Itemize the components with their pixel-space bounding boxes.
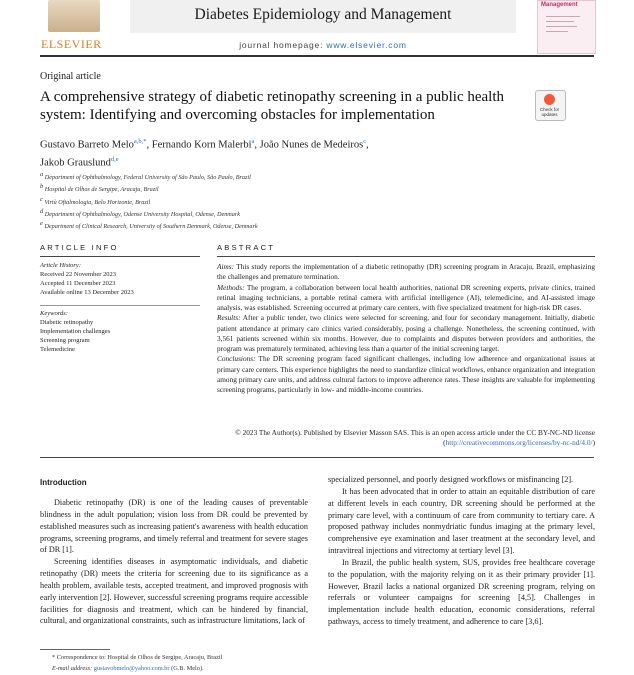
cover-title: Management	[541, 2, 578, 8]
history-accepted: Accepted 11 December 2023	[40, 280, 116, 287]
abstract-section-text: This study reports the implementation of a diabetic retinopathy (DR) screening program in Aracaju, Brazil, emphasizing the challenges and premature termination.	[217, 262, 595, 282]
affiliation-item	[40, 182, 258, 194]
email-suffix: (G.B. Melo).	[171, 665, 204, 672]
footnote-divider	[40, 649, 110, 650]
body-paragraph: Diabetic retinopathy (DR) is one of the leading causes of preventable blindness in the adult population; vision loss from DR could be prevented by established measures such as increasing patient's awareness with health education programs, screening programs, and timely referral and treatment for severe stages of DR [1].	[40, 498, 308, 555]
license-statement	[217, 428, 595, 449]
article-title: A comprehensive strategy of diabetic retinopathy screening in a public health system: Identifying and overcoming obstacles for implementation	[40, 89, 505, 123]
abstract-bottom-divider	[40, 457, 594, 458]
affiliation-item	[40, 207, 258, 219]
cover-text-line	[546, 31, 568, 32]
author-affiliation-sup[interactable]: c	[363, 138, 367, 145]
history-received: Received 22 November 2023	[40, 271, 116, 278]
email-link[interactable]: gustavobmelo@yahoo.com.br	[93, 665, 170, 672]
abstract-section-label: Methods:	[217, 282, 245, 292]
cover-text-line	[546, 21, 574, 22]
check-for-updates-icon	[544, 94, 555, 105]
license-close: )	[592, 438, 595, 448]
abstract-divider	[217, 256, 595, 257]
abstract-body	[217, 262, 595, 395]
affiliation-sup: a	[40, 171, 44, 178]
article-info-divider	[40, 256, 200, 257]
publisher-name: ELSEVIER	[41, 37, 102, 51]
author-list: Gustavo Barreto Melo$^{a,b,*}$, Fernando Korn Malerbi$^a$, João Nunes de Medeiros$^c$, Jakob Grauslund$^{d,e}$	[40, 138, 369, 168]
affiliation-text: Virtù Oftalmologia, Belo Horizonte, Brazil	[44, 198, 151, 206]
author-name[interactable]: João Nunes de Medeiros	[259, 139, 364, 151]
body-paragraph: Screening identifies diseases in asymptomatic individuals, and diabetic retinopathy (DR) meets the criteria for screening due to its significance as a health problem, available tests, accepted treatment, and improved prognosis with early intervention [2]. However, successful screening programs require accessible facilities for diagnosis and treatment, which can be hindered by financial, cultural, and organizational constraints, such as infrastructure limitations, lack of	[40, 557, 308, 626]
affiliation-item	[40, 195, 258, 207]
affiliation-text: Department of Ophthalmology, Odense University Hospital, Odense, Denmark	[44, 210, 241, 218]
license-link[interactable]: http://creativecommons.org/licenses/by-nc-nd/4.0/	[445, 438, 593, 448]
abstract-heading: ABSTRACT	[217, 243, 276, 252]
license-text: © 2023 The Author(s). Published by Elsevier Masson SAS. This is an open access article under the CC BY-NC-ND license (	[235, 428, 595, 448]
article-type: Original article	[40, 71, 101, 82]
abstract-methods	[217, 283, 595, 314]
article-info-heading: ARTICLE INFO	[40, 243, 119, 252]
author-name[interactable]: Jakob Grauslund	[40, 157, 111, 168]
keyword: Telemedicine	[40, 346, 75, 353]
elsevier-logo[interactable]	[40, 0, 112, 52]
abstract-results	[217, 313, 595, 354]
abstract-section-label: Conclusions:	[217, 354, 256, 364]
elsevier-tree-icon	[48, 0, 100, 32]
keyword: Diabetic retinopathy	[40, 319, 94, 326]
check-for-updates-label: Check for updates	[539, 107, 560, 117]
body-paragraph: specialized personnel, and poorly designed workflows or misfinancing [2].	[328, 475, 574, 484]
abstract-section-text: After a public tender, two clinics were selected for screening, and four for secondary management. Initially, diabetic patient attendance at primary care clinics varied considerably, posing a challenge. Nonetheless, the screening continued, with 3,561 patients screened within six months. However, due to complaints and disputes between providers and authorities, the program was prematurely terminated, achieving less than a quarter of the initial screening target.	[217, 313, 596, 353]
email-label: E-mail address:	[52, 665, 93, 672]
journal-homepage-link[interactable]: www.elsevier.com	[326, 40, 407, 50]
header-divider	[40, 55, 594, 57]
affiliation-sup: d	[40, 207, 44, 215]
journal-title[interactable]: Diabetes Epidemiology and Management	[194, 6, 452, 23]
history-label: Article History:	[40, 262, 81, 269]
keywords-label: Keywords:	[40, 310, 68, 317]
author-affiliation-sup[interactable]: a,b,*	[133, 138, 147, 145]
history-available: Available online 13 December 2023	[40, 289, 134, 296]
author-name[interactable]: Fernando Korn Malerbi	[151, 139, 252, 151]
cover-text-line	[546, 26, 577, 27]
author-name[interactable]: Gustavo Barreto Melo	[40, 139, 134, 151]
keyword: Screening program	[40, 337, 90, 344]
cover-text-line	[546, 16, 580, 17]
author-affiliation-sup[interactable]: a	[251, 138, 255, 145]
abstract-section-label: Aims:	[217, 262, 235, 271]
affiliation-sup: b	[40, 183, 44, 191]
journal-homepage-label: journal homepage:	[239, 40, 324, 50]
affiliation-sup: c	[40, 195, 43, 203]
email-footnote	[52, 665, 204, 672]
correspondence-footnote: * Correspondence to: Hospital de Olhos de Sergipe, Aracaju, Brazil	[52, 654, 223, 661]
affiliation-item	[40, 170, 258, 182]
body-column-left	[40, 497, 308, 627]
affiliation-text: Hospital de Olhos de Sergipe, Aracaju, Brazil	[44, 186, 159, 194]
body-paragraph: It has been advocated that in order to attain an equitable distribution of care at different levels in each country, DR screening should be performed at the primary care level, with a continuum of care from community to tertiary care. A proposed pathway includes nonmydriatic fundus imaging at the primary level, comprehensive eye examination and laser treatment at the secondary level, and intravitreal injections and vitrectomy at tertiary level [3].	[328, 486, 595, 556]
journal-cover-thumbnail[interactable]	[537, 0, 596, 54]
keywords-divider	[40, 305, 200, 306]
keyword: Implementation challenges	[40, 328, 111, 335]
affiliation-sup: e	[40, 220, 43, 228]
journal-homepage	[130, 40, 516, 50]
section-heading-introduction: Introduction	[40, 478, 87, 487]
body-column-right	[328, 474, 595, 628]
affiliation-text: Department of Ophthalmology, Federal University of São Paulo, São Paulo, Brazil	[44, 174, 251, 182]
abstract-aims	[217, 262, 595, 283]
affiliation-item	[40, 219, 258, 231]
affiliation-list	[40, 170, 258, 231]
body-paragraph: In Brazil, the public health system, SUS, provides free healthcare coverage to the population, with the majority relying on it as their primary provider [1]. However, Brazil lacks a national organized DR screening program, relying on referrals or volunteer campaigns for screening [4,5]. Challenges in implementation include health education, economic considerations, referral pathways, access to timely treatment, and adherence to care [3,6].	[328, 557, 595, 627]
abstract-section-text: The program, a collaboration between local health authorities, national DR screening experts, private clinics, trained retinal imaging technicians, a portable retinal camera with artificial intelligence (AI), telemedicine, and AI-assisted image analysis, was established. Screening occurred at primary care centers, with five specialized treatment for high-risk DR cases.	[217, 282, 595, 312]
abstract-section-text: The DR screening program faced significant challenges, including low adherence and organizational issues at primary care centers. This experience highlights the need to standardize clinical workflows, enhance organization and integration among primary care units, and address cultural factors to improve adherence rates. These insights are valuable for implementing screening programs, particularly in low- and middle-income countries.	[217, 354, 595, 394]
abstract-section-label: Results:	[217, 313, 241, 323]
affiliation-text: Department of Clinical Research, University of Southern Denmark, Odense, Denmark	[44, 223, 258, 231]
abstract-conclusions	[217, 354, 595, 395]
author-affiliation-sup[interactable]: d,e	[110, 155, 119, 163]
